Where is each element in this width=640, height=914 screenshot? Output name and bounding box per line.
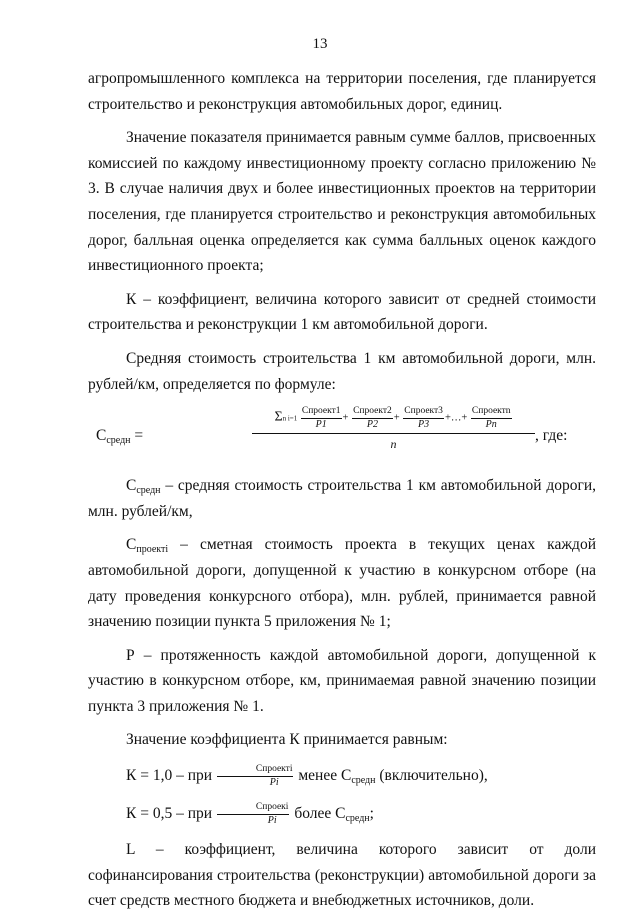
paragraph-continuation: агропромышленного комплекса на территории поселения, где планируется строительство и реконструкция автомобильных дорог, единиц. [88,70,596,113]
formula-term-2: $\frac{\text{Cпроект2}}{P2}$ [353,406,392,430]
formula-term-1: $\frac{\text{Cпроект1}}{P1}$ [301,406,341,430]
formula-fraction [252,407,535,450]
formula-numerator: Σn i=1 $\frac{\text{Cпроект1}}{P1}$ + $\frac{\text{Cпроект2}}{P2}$ + $\frac{\text{Cпроект3}}{P3}$ +…+ $\frac{\text{Cпроектn}}{Pn}$ [252,407,535,434]
paragraph-k-values-intro: Значение коэффициента К принимается равным: [126,731,448,749]
paragraph-csredn-definition: $С_{средн}$ – средняя стоимость строительства 1 км автомобильной дороги, млн. рублей/км, [88,477,596,520]
paragraph-l-definition: L – коэффициент, величина которого зависит от доли софинансирования строительства (реконструкции) автомобильной дороги за счет средств местного бюджета и внебюджетных источников, доли. [88,841,596,910]
page-number: 13 [312,36,328,52]
formula-term-n: $\frac{\text{Cпроектn}}{Pn}$ [471,406,511,430]
paragraph-score-rule: Значение показателя принимается равным сумме баллов, присвоенных комиссией по каждому инвестиционному проекту согласно приложению № 3. В случае наличия двух и более инвестиционных проектов на территории поселения, где планируется строительство и реконструкция автомобильных дорог, балльная оценка определяется как сумма балльных оценок каждого инвестиционного проекта; [88,129,596,275]
paragraph-k-definition: К – коэффициент, величина которого зависит от средней стоимости строительства и реконструкции 1 км автомобильной дороги. [88,290,596,334]
k-value-1: К = 1,0 – при $\frac{\text{Cпроектi}}{Pi}$ менее $С_{средн}$ (включительно), [126,764,488,788]
formula-suffix: , где: [535,427,568,445]
formula-term-3: $\frac{\text{Cпроект3}}{P3}$ [404,406,443,430]
formula-denominator: n [390,436,397,451]
paragraph-cproekt-definition: $С_{проектi}$ – сметная стоимость проекта в текущих ценах каждой автомобильной дороги, допущенной к участию в конкурсном отборе (на дату проведения конкурсного отбора), млн. рублей, принимается равной значению позиции пункта 5 приложения № 1; [88,536,596,631]
document-body [88,66,596,914]
paragraph-p-definition: Р – протяженность каждой автомобильной дороги, допущенной к участию в конкурсном отборе, км, принимаемая равной значению позиции пункта 3 приложения № 1. [88,646,596,715]
formula-lhs: $С_{средн}$ = [96,427,144,447]
k-value-2: К = 0,5 – при $\frac{\text{Cпроекi}}{Pi}$ более $С_{средн}$; [126,802,374,826]
paragraph-average-cost-intro: Средняя стоимость строительства 1 км автомобильной дороги, млн. рублей/км, определяется по формуле: [88,349,596,393]
average-cost-formula [88,407,596,459]
